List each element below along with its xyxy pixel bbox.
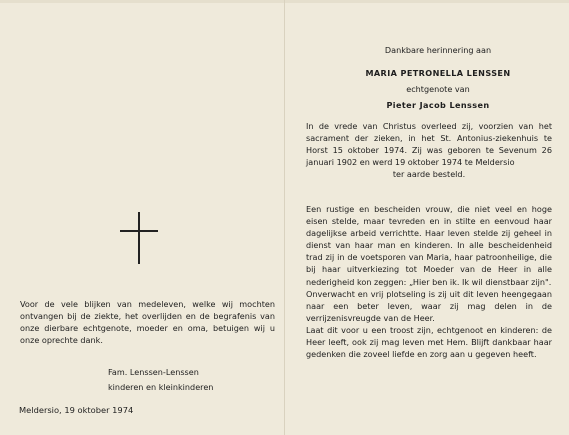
spouse-name: Pieter Jacob Lenssen	[386, 100, 490, 110]
cross-horizontal-bar	[120, 230, 158, 232]
biography-text: In de vrede van Christus overleed zij, voorzien van het sacrament der zieken, in het St. Antonius-ziekenhuis te Horst 15 oktober 1974. Zij was geboren te Sevenum 26 januari 1902 en werd 19 oktober 1974 te Meldersio	[306, 121, 552, 168]
passing-text: Onverwacht en vrij plotseling is zij uit dit leven heengegaan naar een beter leven, waar zij mag delen in de verrijzenisvreugde van de Heer.	[306, 288, 552, 323]
burial-line: ter aarde besteld.	[392, 169, 466, 180]
consolation-text: Laat dit voor u een troost zijn, echtgenoot en kinderen: de Heer leeft, ook zij mag leven met Hem. Blijft dankbaar haar gedenken die zoveel liefde en zorg aan u gegeven heeft.	[306, 324, 552, 360]
thanks-text: Voor de vele blijken van medeleven, welke wij mochten ontvangen bij de ziekte, het overlijden en de begrafenis van onze dierbare echtgenote, moeder en oma, betuigen wij u onze oprechte dank.	[20, 299, 275, 345]
family-signature: Fam. Lenssen-Lenssen	[108, 367, 199, 377]
relatives-signature: kinderen en kleinkinderen	[108, 382, 214, 392]
card-heading: Dankbare herinnering aan	[384, 45, 492, 55]
cross-vertical-bar	[138, 212, 140, 264]
place-date: Meldersio, 19 oktober 1974	[19, 405, 134, 415]
character-text: Een rustige en bescheiden vrouw, die niet veel en hoge eisen stelde, maar tevreden en in stilte en eenvoud haar dagelijkse arbeid verrichtte. Haar leven stelde zij geheel in dienst van haar man en kinderen. In alle bescheidenheid trad zij in de voetsporen van Maria, haar patroonheilige, die bij haar uitverkiezing tot Moeder van de Heer in alle nederigheid kon zeggen: „Hier ben ik. Ik wil dienstbaar zijn".	[306, 204, 552, 287]
spouse-label: echtgenote van	[406, 84, 470, 94]
card-fold-line	[284, 0, 285, 435]
character-paragraph	[306, 203, 552, 360]
deceased-name: MARIA PETRONELLA LENSSEN	[365, 68, 511, 78]
biography-paragraph	[306, 120, 552, 180]
